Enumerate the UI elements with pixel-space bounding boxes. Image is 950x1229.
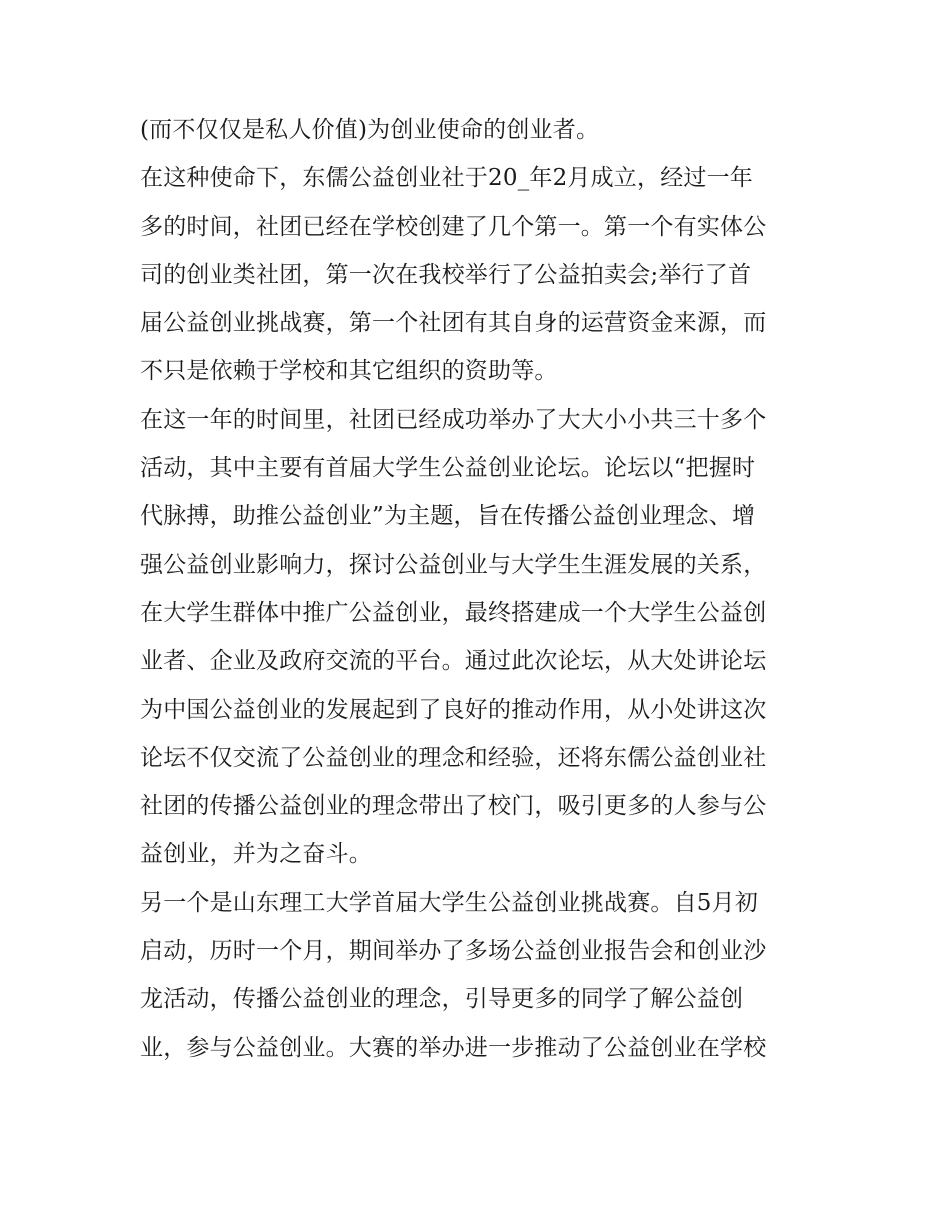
text-line: 业，参与公益创业。大赛的举办进一步推动了公益创业在学校 [140,1034,767,1061]
text-line: 多的时间，社团已经在学校创建了几个第一。第一个有实体公 [140,213,767,240]
text-line: 在大学生群体中推广公益创业，最终搭建成一个大学生公益创 [140,599,767,626]
text-line: 为中国公益创业的发展起到了良好的推动作用，从小处讲这次 [140,696,767,723]
text-line: 司的创业类社团，第一次在我校举行了公益拍卖会;举行了首 [140,261,752,288]
text-line: 届公益创业挑战赛，第一个社团有其自身的运营资金来源，而 [140,310,767,337]
text-line: (而不仅仅是私人价值)为创业使命的创业者。 [140,117,600,143]
text-line: 强公益创业影响力，探讨公益创业与大学生生涯发展的关系， [140,551,767,578]
text-line: 龙活动，传播公益创业的理念，引导更多的同学了解公益创 [140,986,744,1013]
text-line: 益创业，并为之奋斗。 [140,841,372,868]
text-line: 业者、企业及政府交流的平台。通过此次论坛，从大处讲论坛 [140,648,767,675]
document-body [140,106,812,1072]
text-line: 论坛不仅交流了公益创业的理念和经验，还将东儒公益创业社 [140,744,767,771]
text-line: 启动，历时一个月，期间举办了多场公益创业报告会和创业沙 [140,938,767,965]
text-line: 社团的传播公益创业的理念带出了校门，吸引更多的人参与公 [140,793,767,820]
text-line: 活动，其中主要有首届大学生公益创业论坛。论坛以“把握时 [140,455,756,482]
text-line: 不只是依赖于学校和其它组织的资助等。 [140,358,558,385]
text-line: 在这种使命下，东儒公益创业社于20_年2月成立，经过一年 [140,165,753,192]
text-line: 另一个是山东理工大学首届大学生公益创业挑战赛。自5月初 [140,889,759,916]
text-line: 在这一年的时间里，社团已经成功举办了大大小小共三十多个 [140,406,767,433]
text-line: 代脉搏，助推公益创业”为主题，旨在传播公益创业理念、增 [140,503,756,530]
